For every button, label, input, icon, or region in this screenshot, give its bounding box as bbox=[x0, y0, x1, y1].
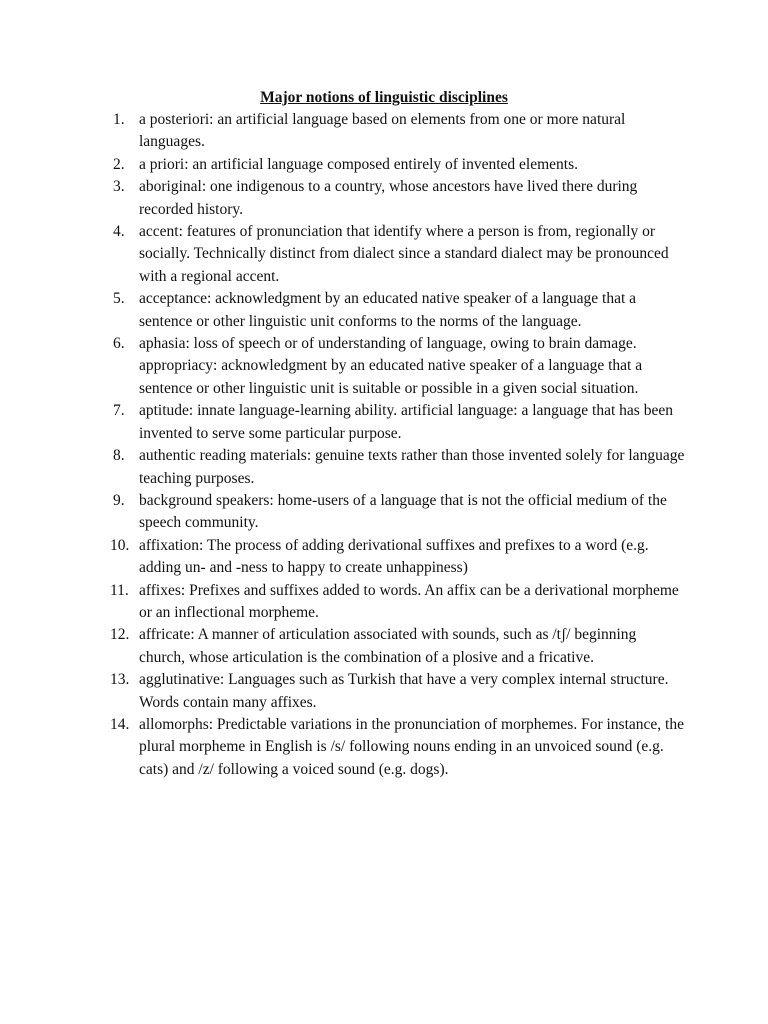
item-text: acceptance: acknowledgment by an educated native speaker of a language that a sentence or other linguistic unit conforms to the norms of the language. bbox=[139, 290, 637, 330]
list-item bbox=[110, 333, 685, 400]
item-text: a posteriori: an artificial language based on elements from one or more natural languages. bbox=[139, 111, 626, 151]
item-number: 12. bbox=[110, 626, 130, 644]
list-item bbox=[110, 669, 685, 714]
item-number: 9. bbox=[113, 491, 125, 509]
item-text: authentic reading materials: genuine texts rather than those invented solely for language teaching purposes. bbox=[139, 447, 685, 487]
list-item bbox=[110, 176, 685, 221]
item-text: allomorphs: Predictable variations in the pronunciation of morphemes. For instance, the plural morpheme in English is /s/ following nouns ending in an unvoiced sound (e.g. cats) and /z/ following a voiced sound (e.g. dogs). bbox=[139, 715, 684, 778]
list-item bbox=[110, 714, 685, 781]
list-item bbox=[110, 490, 685, 535]
item-text: affixes: Prefixes and suffixes added to words. An affix can be a derivational morpheme or an inflectional morpheme. bbox=[139, 581, 679, 621]
item-number: 6. bbox=[113, 335, 125, 353]
item-number: 7. bbox=[113, 402, 125, 420]
item-number: 14. bbox=[110, 715, 130, 733]
list-item bbox=[110, 535, 685, 580]
list-item bbox=[110, 109, 685, 154]
item-text: affixation: The process of adding derivational suffixes and prefixes to a word (e.g. adding un- and -ness to happy to create unhappiness) bbox=[139, 536, 649, 577]
list-item bbox=[110, 580, 685, 625]
list-item bbox=[110, 288, 685, 333]
item-text: affricate: A manner of articulation associated with sounds, such as /tʃ/ beginning church, whose articulation is the combination of a plosive and a fricative. bbox=[139, 626, 637, 666]
term-list bbox=[110, 109, 685, 781]
list-item bbox=[110, 154, 685, 176]
list-item bbox=[110, 445, 685, 490]
item-number: 13. bbox=[110, 671, 130, 689]
item-number: 2. bbox=[113, 155, 125, 173]
document-title: Major notions of linguistic disciplines bbox=[260, 89, 508, 106]
item-number: 3. bbox=[113, 178, 125, 196]
item-text: aphasia: loss of speech or of understanding of language, owing to brain damage. appropriacy: acknowledgment by an educated native speaker of a language that a sentence or other linguistic unit is suitable or possible in a given social situation. bbox=[139, 335, 643, 397]
item-number: 10. bbox=[110, 536, 130, 554]
item-text: a priori: an artificial language composed entirely of invented elements. bbox=[139, 155, 579, 173]
item-number: 11. bbox=[110, 581, 129, 599]
item-text: aboriginal: one indigenous to a country, whose ancestors have lived there during recorded history. bbox=[139, 178, 638, 218]
list-item bbox=[110, 400, 685, 445]
item-number: 1. bbox=[113, 111, 125, 128]
item-text: agglutinative: Languages such as Turkish that have a very complex internal structure. Words contain many affixes. bbox=[139, 671, 669, 711]
item-text: background speakers: home-users of a language that is not the official medium of the speech community. bbox=[139, 491, 667, 532]
list-item bbox=[110, 221, 685, 288]
item-number: 4. bbox=[113, 223, 125, 241]
item-text: accent: features of pronunciation that identify where a person is from, regionally or socially. Technically distinct from dialect since a standard dialect may be pronounced with a regional accent. bbox=[139, 223, 669, 285]
item-number: 8. bbox=[113, 447, 125, 465]
item-number: 5. bbox=[113, 290, 125, 308]
item-text: aptitude: innate language-learning ability. artificial language: a language that has been invented to serve some particular purpose. bbox=[139, 402, 673, 442]
list-item bbox=[110, 624, 685, 669]
